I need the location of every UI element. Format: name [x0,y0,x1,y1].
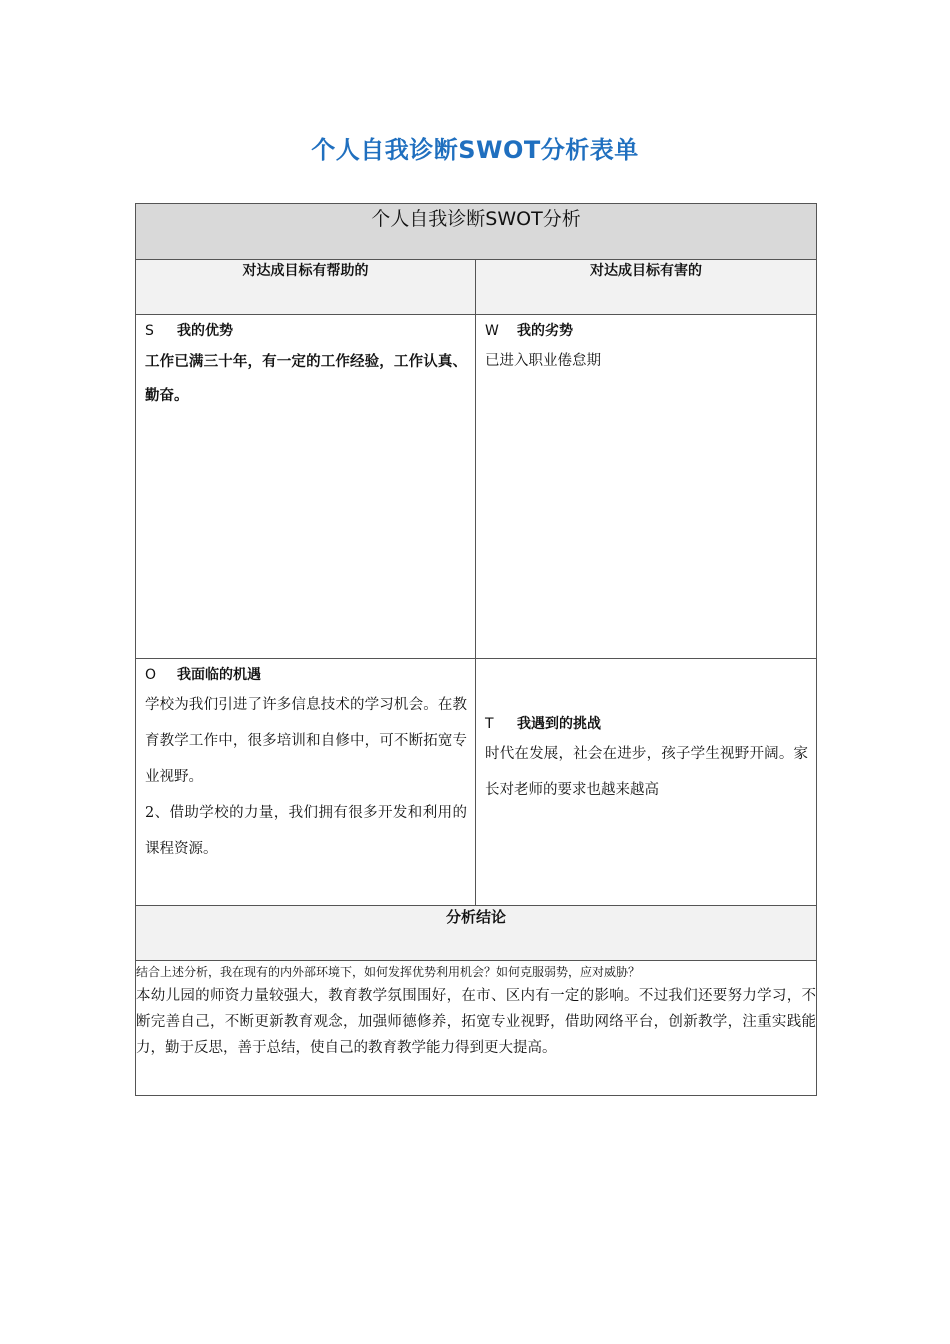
threats-heading [485,712,808,736]
weaknesses-paragraph: 已进入职业倦怠期 [485,353,601,369]
document-title: 个人自我诊断SWOT分析表单 [311,136,639,164]
opportunities-letter: O [145,667,157,683]
strengths-heading [145,319,467,343]
threats-cell [476,659,817,906]
table-header: 个人自我诊断SWOT分析 [136,204,817,260]
conclusion-cell [136,961,817,1096]
strengths-paragraph: 工作已满三十年，有一定的工作经验，工作认真、勤奋。 [145,354,467,404]
opportunities-paragraph: 2、借助学校的力量，我们拥有很多开发和利用的课程资源。 [145,805,467,857]
threats-letter: T [485,716,494,732]
conclusion-header: 分析结论 [136,906,817,961]
opportunities-heading [145,663,467,687]
strengths-title: 我的优势 [177,323,233,339]
strengths-cell [136,315,476,659]
strengths-letter: S [145,323,154,339]
conclusion-question: 结合上述分析，我在现有的内外部环境下，如何发挥优势利用机会？如何克服弱势，应对威胁？ [136,965,641,979]
opportunities-title: 我面临的机遇 [177,667,261,683]
weaknesses-letter: W [485,323,499,339]
threats-body [485,736,808,808]
threats-title: 我遇到的挑战 [517,716,601,732]
conclusion-text: 本幼儿园的师资力量较强大，教育教学氛围围好，在市、区内有一定的影响。不过我们还要努力学习，不断完善自己，不断更新教育观念，加强师德修养，拓宽专业视野，借助网络平台，创新教学，注重实践能力，勤于反思，善于总结，使自己的教育教学能力得到更大提高。 [136,988,817,1056]
opportunities-paragraph: 学校为我们引进了许多信息技术的学习机会。在教育教学工作中，很多培训和自修中，可不断拓宽专业视野。 [145,697,467,785]
opportunities-cell [136,659,476,906]
swot-table [135,203,817,1096]
harmful-column-header: 对达成目标有害的 [476,260,817,315]
weaknesses-title: 我的劣势 [517,323,573,339]
weaknesses-body [485,343,808,379]
threats-paragraph: 时代在发展，社会在进步，孩子学生视野开阔。家长对老师的要求也越来越高 [485,746,809,798]
strengths-body [145,345,467,413]
opportunities-body [145,687,467,867]
helpful-column-header: 对达成目标有帮助的 [136,260,476,315]
weaknesses-cell [476,315,817,659]
weaknesses-heading [485,319,808,343]
